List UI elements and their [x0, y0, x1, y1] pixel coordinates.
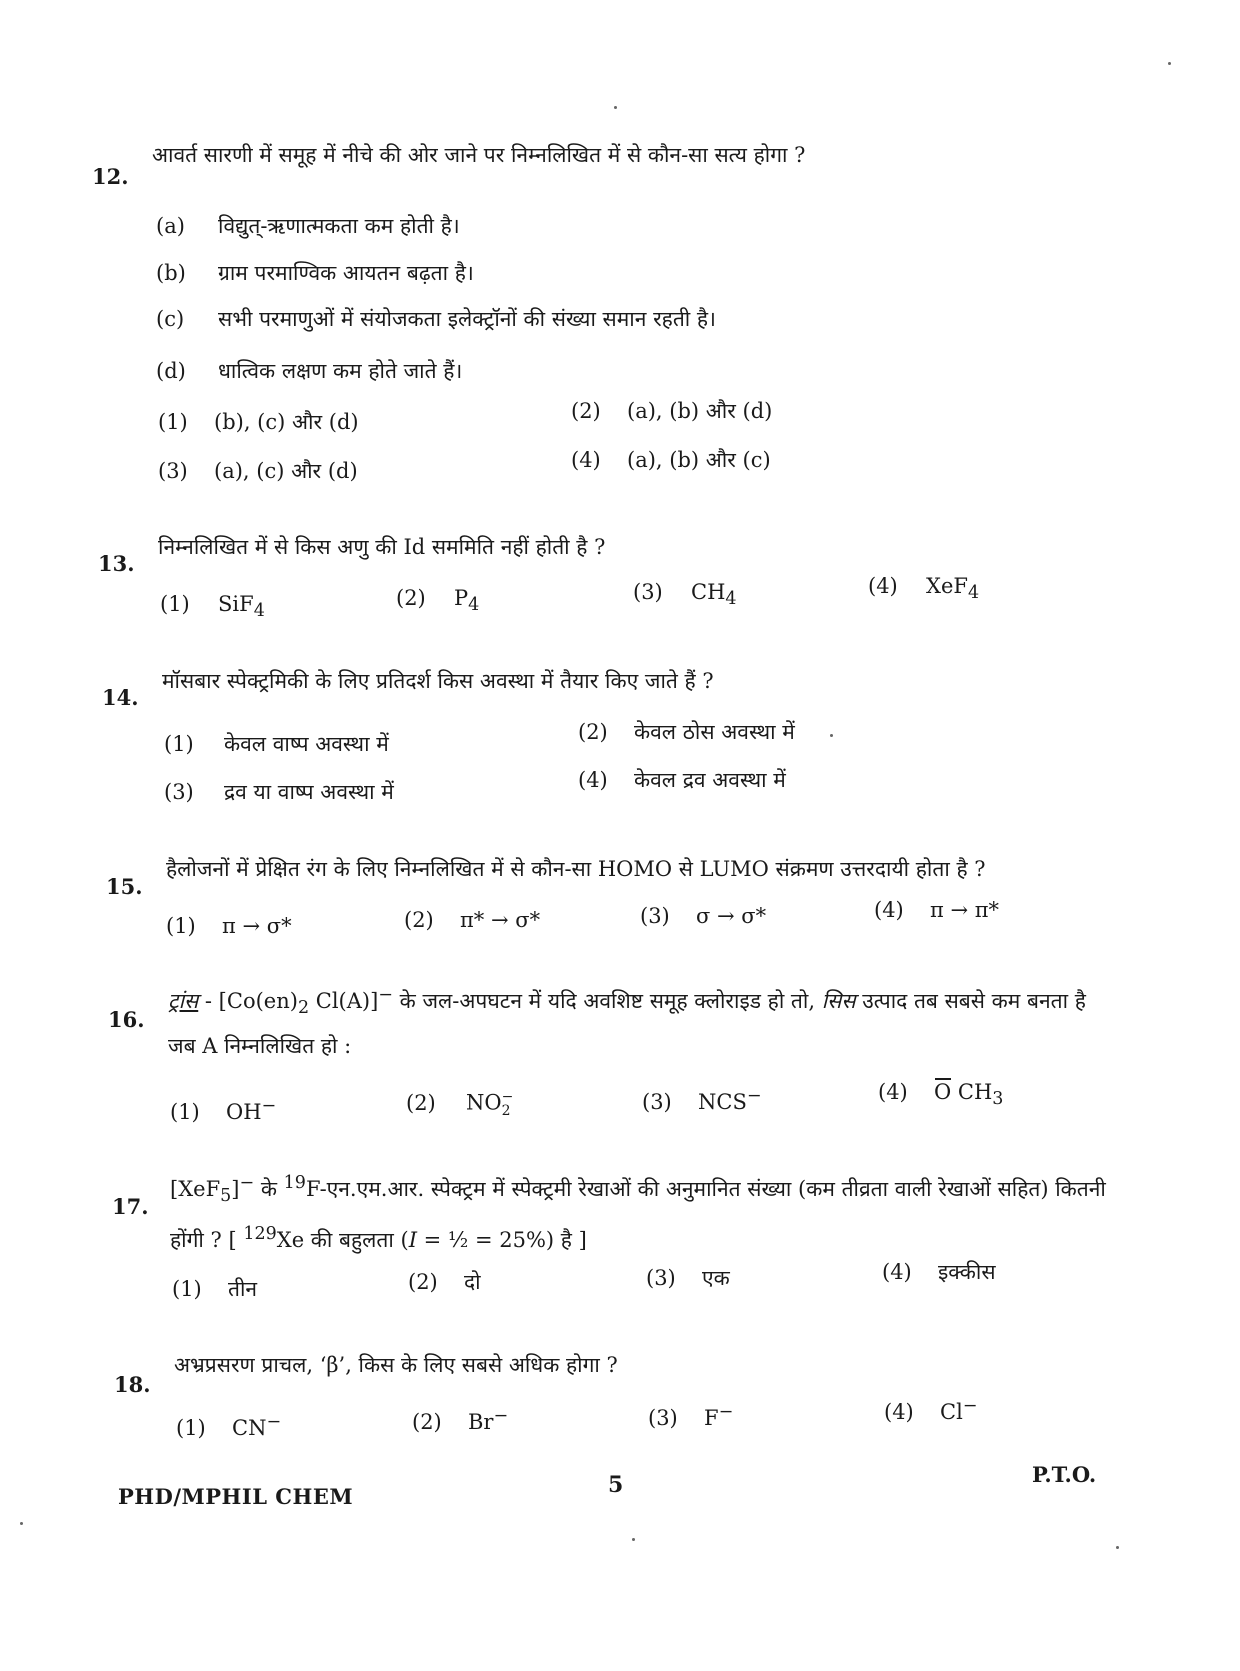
statement-a: (a) विद्युत्-ऋणात्मकता कम होती है। [156, 214, 460, 238]
overline-mark [935, 1078, 951, 1080]
option-2: (2) $P_4$ [396, 586, 480, 616]
statement-b: (b) ग्राम परमाण्विक आयतन बढ़ता है। [156, 261, 474, 285]
scan-speck [1116, 1546, 1119, 1549]
scan-speck [614, 106, 617, 109]
statement-c: (c) सभी परमाणुओं में संयोजकता इलेक्ट्रॉनों की संख्या समान रहती है। [156, 307, 717, 331]
question-text: हैलोजनों में प्रेक्षित रंग के लिए निम्नलिखित में से कौन-सा HOMO से LUMO संक्रमण उत्तरदायी होता है ? [166, 857, 986, 881]
option-2: (2) π* → σ* [404, 908, 541, 932]
option-2: (2) (a), (b) और (d) [571, 399, 773, 423]
paper-code: PHD/MPHIL CHEM [118, 1484, 354, 1509]
option-2: (2) केवल ठोस अवस्था में [578, 720, 795, 744]
option-4: (4) इक्कीस [882, 1260, 996, 1284]
option-3: (3) एक [646, 1266, 730, 1290]
question-text: निम्नलिखित में से किस अणु की Id सममिति नहीं होती है ? [158, 535, 606, 559]
question-text: अभ्रप्रसरण प्राचल, ‘β’, किस के लिए सबसे अधिक होगा ? [174, 1353, 618, 1377]
option-3: (3) (a), (c) और (d) [158, 459, 358, 483]
option-4: (4) केवल द्रव अवस्था में [578, 768, 786, 792]
scan-speck [830, 734, 833, 737]
option-3: (3) σ → σ* [640, 904, 767, 928]
please-turn-over: P.T.O. [1032, 1462, 1097, 1487]
scan-speck [1168, 62, 1171, 65]
option-1: (1) CN− [176, 1412, 282, 1440]
question-number: 17. [112, 1194, 149, 1219]
option-4: (4) Cl− [884, 1396, 978, 1424]
option-3: (3) NCS− [642, 1086, 762, 1114]
option-4: (4) (a), (b) और (c) [571, 448, 771, 472]
option-1: (1) π → σ* [166, 914, 292, 938]
option-1: (1) केवल वाष्प अवस्था में [164, 732, 389, 756]
option-1: (1) OH− [170, 1096, 277, 1124]
question-text: [XeF$_5$]− के $^{19}$F-एन.एम.आर. स्पेक्ट्रम में स्पेक्ट्रमी रेखाओं की अनुमानित संख्या (कम तीव्रता वाली रेखाओं सहित) कितनी होंगी ? [ $^{129}$Xe की बहुलता (I = ½ = 25%) है ] [170, 1173, 1106, 1253]
question-text: आवर्त सारणी में समूह में नीचे की ओर जाने पर निम्नलिखित में से कौन-सा सत्य होगा ? [152, 143, 806, 167]
page-number: 5 [608, 1472, 624, 1498]
question-number: 12. [92, 164, 129, 189]
question-number: 16. [108, 1007, 145, 1032]
option-3: (3) F− [648, 1402, 734, 1430]
question-number: 18. [114, 1372, 151, 1397]
option-4: (4) XeF$_4$ [868, 574, 980, 604]
option-1: (1) तीन [172, 1277, 258, 1301]
scan-speck [632, 1538, 635, 1541]
option-4: (4) O $CH_3$ [878, 1080, 1004, 1110]
option-1: (1) SiF$_4$ [160, 592, 265, 622]
question-number: 15. [106, 874, 143, 899]
question-number: 13. [98, 551, 135, 576]
question-text: मॉसबार स्पेक्ट्रमिकी के लिए प्रतिदर्श किस अवस्था में तैयार किए जाते हैं ? [162, 669, 714, 693]
option-2: (2) Br− [412, 1406, 509, 1434]
option-1: (1) (b), (c) और (d) [158, 410, 359, 434]
option-2: (2) NO − 2 [406, 1089, 514, 1119]
scan-speck [20, 1522, 23, 1525]
option-4: (4) π → π* [874, 898, 1000, 922]
option-3: (3) $CH_4$ [633, 580, 737, 610]
question-text: ट्रांस - [$Co(en)_2$ Cl(A)]− के जल-अपघटन में यदि अवशिष्ट समूह क्लोराइड हो तो, सिस उत्पाद तब सबसे कम बनता है जब A निम्नलिखित हो : [168, 985, 1086, 1059]
option-2: (2) दो [408, 1270, 481, 1294]
option-3: (3) द्रव या वाष्प अवस्था में [164, 780, 394, 804]
statement-d: (d) धात्विक लक्षण कम होते जाते हैं। [156, 359, 463, 383]
question-number: 14. [102, 685, 139, 710]
